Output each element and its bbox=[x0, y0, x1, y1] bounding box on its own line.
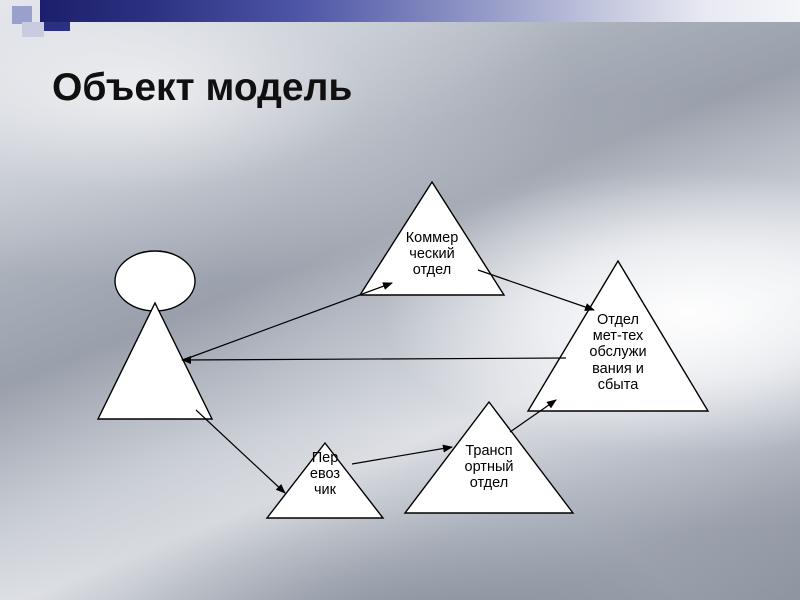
edge-service-to-actor bbox=[182, 358, 566, 360]
node-commercial-line-1: Коммер bbox=[405, 230, 459, 246]
node-service-line-2: мет-тех bbox=[592, 328, 644, 345]
node-carrier-line-2: евоз bbox=[309, 466, 341, 483]
node-service-line-3: обслужи bbox=[589, 344, 647, 361]
node-transport-line-1: Трансп bbox=[465, 443, 513, 459]
page-title: Объект модель bbox=[52, 66, 353, 109]
node-service-line-4: вания и bbox=[592, 360, 644, 377]
node-service-line-1: Отдел bbox=[597, 312, 639, 328]
node-service-line-5: сбыта bbox=[597, 376, 639, 393]
node-commercial-triangle bbox=[360, 182, 504, 295]
node-transport-line-2: ортный bbox=[464, 459, 514, 476]
actor-body-triangle bbox=[98, 303, 212, 419]
edge-actor-to-commercial bbox=[183, 283, 392, 360]
node-commercial-line-2: ческий bbox=[409, 246, 455, 263]
node-carrier-line-3: чик bbox=[314, 482, 336, 499]
node-transport-triangle bbox=[405, 402, 573, 513]
edge-carrier-to-transport bbox=[352, 447, 452, 464]
node-transport-line-3: отдел bbox=[469, 475, 509, 492]
edge-actor-to-carrier bbox=[196, 410, 285, 493]
node-carrier-triangle bbox=[267, 443, 383, 518]
node-service-triangle bbox=[528, 261, 708, 411]
node-commercial-line-3: отдел bbox=[412, 262, 452, 279]
node-carrier-line-1: Пер bbox=[311, 450, 339, 466]
